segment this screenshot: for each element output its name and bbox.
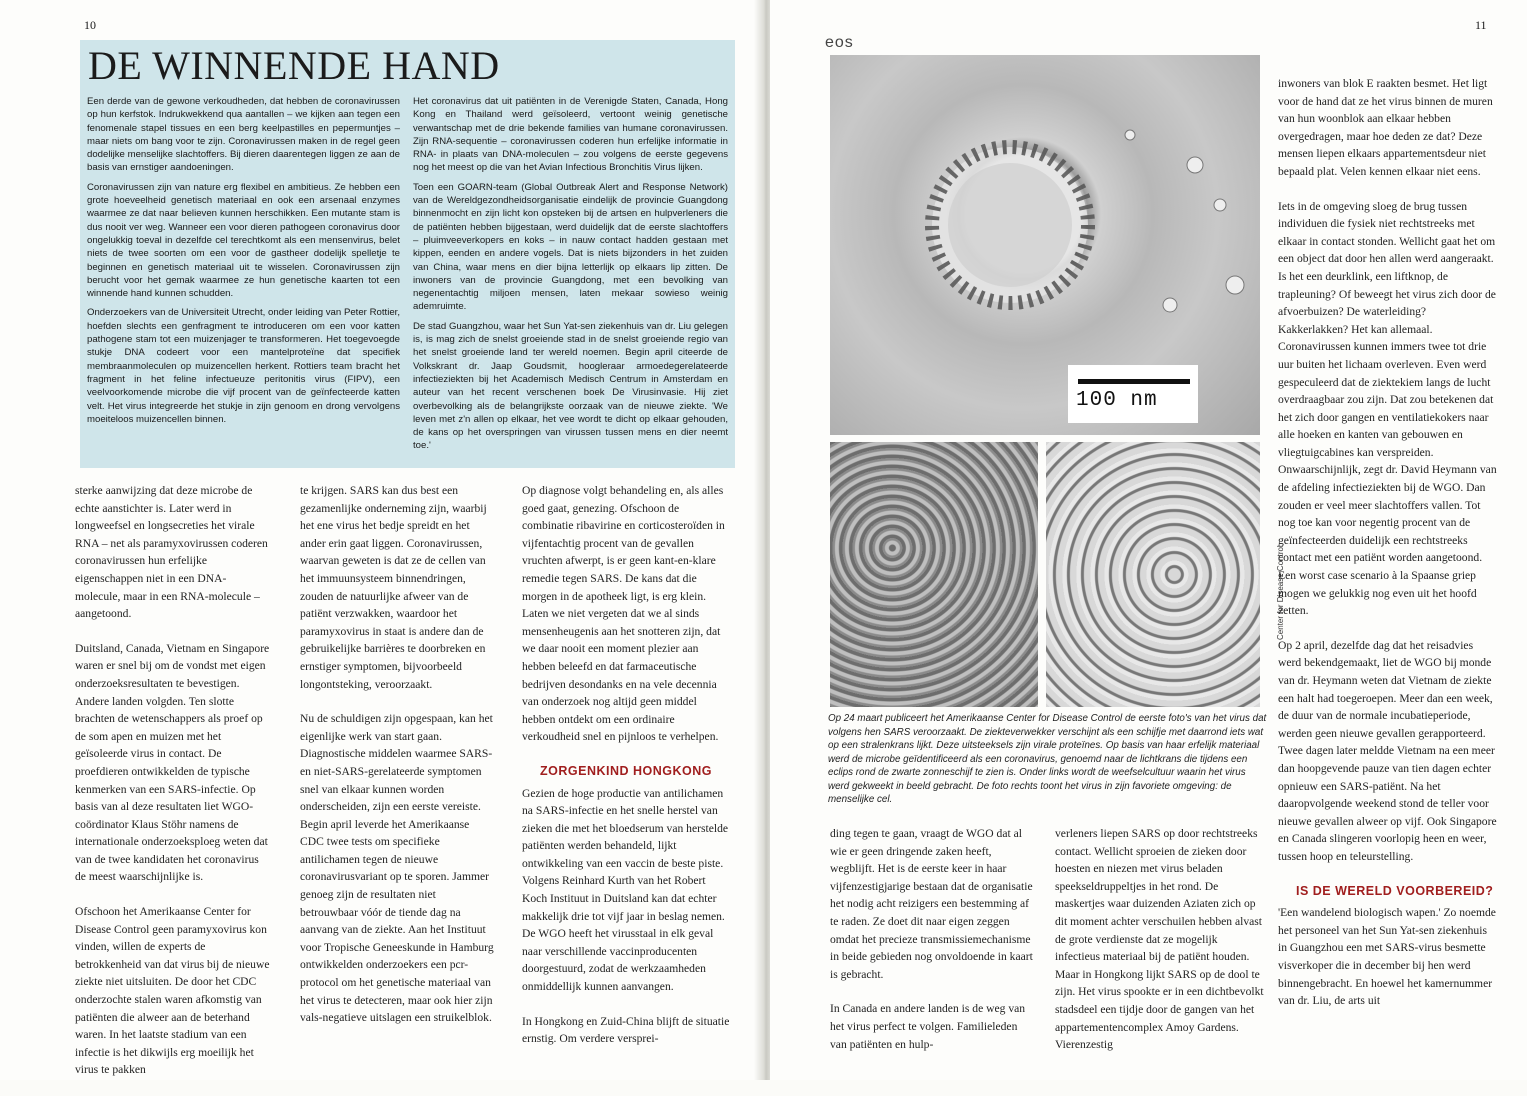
scale-bar [1078, 379, 1190, 384]
paragraph: Iets in de omgeving sloeg de brug tussen individuen die fysiek niet rechtstreeks met elkaar in contact stonden. Wellicht gaat het om een object dat door hen allen werd aangeraakt. Is het een deurklink, een liftknop, de trapleuning? Of beweegt het virus zich door de afvoerbuizen? De waterleiding? Kakkerlakken? Het kan allemaal. Coronavirussen kunnen immers twee tot drie uur buiten het lichaam overleven. Even werd gespeculeerd dat de ziektekiem langs de lucht overdraagbaar zou zijn. Dat zou betekenen dat het zich door gangen en ventilatiekokers naar alle hoeken en kanten van gebouwen en vliegtuigcabines kan verspreiden. Onwaarschijnlijk, zegt dr. David Heymann van de afdeling infectieziekten bij de WGO. Dan zouden er veel meer slachtoffers vallen. Tot nog toe kan voor negentig procent van de geïnfecteerden duidelijk een rechtstreeks contact met een patiënt worden aangetoond. Een worst case scenario à la Spaanse griep mogen we gelukkig nog even uit het hoofd zetten. [1278, 199, 1497, 618]
paragraph: Een derde van de gewone verkoudheden, dat hebben de coronavirussen op hun kerfstok. Indrukwekkend qua aantallen – we kijken aan tegen een fenomenale stapel tissues en een berg keelpastilles en pepermuntjes – maar niets om bang voor te zijn. Coronavirussen maken in de regel geen dodelijke menselijke slachtoffers. Bij dieren daarentegen liggen ze aan de basis van ernstiger aandoeningen. [87, 96, 400, 174]
photo-caption: Op 24 maart publiceert het Amerikaanse Center for Disease Control de eerste foto's van het virus dat volgens hen SARS veroorzaakt. De ziekteverwekker verschijnt als een schijfje met daarrond iets wat op een stralenkrans lijkt. Deze uitsteeksels zijn virale proteïnes. Op basis van haar erfelijk materiaal werd de microbe geïdentificeerd als een coronavirus, genoemd naar de lichtkrans die tijdens een eclips rond de zwarte zonneschijf te zien is. Onder links wordt de weefselcultuur waarin het virus werd gekweekt in beeld gebracht. De foto rechts toont het virus in zijn favoriete omgeving: de menselijke cel. [828, 713, 1267, 805]
paragraph: Nu de schuldigen zijn opgespaan, kan het eigenlijke werk van start gaan. Diagnostische middelen waarmee SARS- en niet-SARS-gerelateerde symptomen snel van elkaar kunnen worden onderscheiden, zijn een eerste vereiste. Begin april leverde het Amerikaanse CDC twee tests om specifieke antilichamen tegen de nieuwe coronavirusvariant op te sporen. Jammer genoeg zijn de resultaten niet betrouwbaar vóór de tiende dag na aanvang van de ziekte. Aan het Instituut voor Tropische Geneeskunde in Hamburg ontwikkelden onderzoekers een pcr-protocol om het genetische materiaal van het virus te detecteren, maar ook hier zijn vals-negatieve uitslagen een struikelblok. [300, 712, 494, 1025]
paragraph: In Hongkong en Zuid-China blijft de situatie ernstig. Om verdere versprei- [522, 1014, 730, 1046]
page-number-left: 10 [84, 18, 96, 32]
photo-credit: Center for Disease Control [1276, 545, 1285, 640]
subheading-is-de-wereld-voorbereid: IS DE WERELD VOORBEREID? [1296, 883, 1494, 898]
body-column-bottom-2 [1055, 825, 1265, 1071]
left-page [0, 0, 760, 1080]
tissue-culture-photo [830, 442, 1038, 707]
scale-bar-box [1068, 365, 1198, 423]
right-page [770, 0, 1527, 1080]
scale-label: 100 nm [1076, 389, 1158, 412]
intro-column-2 [413, 95, 728, 459]
paragraph: In Canada en andere landen is de weg van het virus perfect te volgen. Familieleden van patiënten en hulp- [830, 1002, 1026, 1051]
paragraph: Op diagnose volgt behandeling en, als alles goed gaat, genezing. Ofschoon de combinatie ribavirine en corticosteroïden in vijfentachtig procent van de gevallen vruchten afwerpt, is er geen kant-en-klare remedie tegen SARS. De kans dat die morgen in de apotheek ligt, is erg klein. Laten we niet vergeten dat we al sinds mensenheugenis aan het snotteren zijn, dat we daar nooit een moment plezier aan hebben beleefd en dat farmaceutische bedrijven desondanks en na vele decennia van onderzoek nog altijd geen middel hebben ontdekt om een ordinaire verkoudheid snel en pijnloos te verhelpen. [522, 484, 725, 744]
paragraph: Gezien de hoge productie van antilichamen na SARS-infectie en het snelle herstel van zieken die met het bloedserum van herstelde patiënten werden behandeld, lijkt ontwikkeling van een vaccin de beste piste. Volgens Reinhard Kurth van het Robert Koch Instituut in Duitsland kan dat echter makkelijk drie tot vijf jaar in beslag nemen. De WGO heeft het virusstaal in elk geval naar verschillende vaccinproducenten doorgestuurd, zodat de werkzaamheden onmiddellijk kunnen aanvangen. [522, 786, 729, 994]
page-number-right: 11 [1475, 18, 1487, 32]
paragraph: Duitsland, Canada, Vietnam en Singapore waren er snel bij om de vondst met eigen onderzoeksresultaten te bevestigen. Andere landen volgden. Ten slotte brachten de wetenschappers als proef op de som apen en muizen met het geïsoleerde virus in contact. De proefdieren ontwikkelden de typische kenmerken van een SARS-infectie. Op basis van al deze resultaten liet WGO-coördinator Klaus Stöhr namens de internationale onderzoeksploeg weten dat van de twee kandidaten het coronavirus de meest waarschijnlijke is. [75, 641, 270, 884]
body-column-1 [75, 482, 270, 1096]
intro-column-1 [87, 95, 400, 432]
paragraph: De stad Guangzhou, waar het Sun Yat-sen ziekenhuis van dr. Liu gelegen is, is mag zich de snelst groeiende stad in de snelst groeiende regio van het snelst groeiende land ter wereld noemen. Begin april citeerde de Volkskrant dr. Jaap Goudsmit, hoogleraar armoedegerelateerde infectieziekten bij het Academisch Medisch Centrum in Amsterdam en auteur van het recent verschenen boek De Virusinvasie. Hij ziet overbevolking als de belangrijkste oorzaak van de nieuwe ziekte. 'We leven met z'n allen op elkaar, het vee wordt te dicht op elkaar gehouden, de kans op het overspringen van virussen tussen mens en dier neemt toe.' [413, 320, 728, 452]
paragraph: Coronavirussen zijn van nature erg flexibel en ambitieus. Ze hebben een grote hoeveelheid genetisch materiaal en ook een arsenaal enzymes waarmee ze dat naar believen kunnen herschikken. Een mutante stam is dus nooit ver weg. Wanneer een voor dieren pathogeen coronavirus door ongelukkig toeval in dezelfde cel terechtkomt als een mensenvirus, belet niets de twee soorten om een voor de gastheer dodelijk spelletje te beginnen en genetisch materiaal uit te wisselen. Coronavirussen zijn berucht voor het gemak waarmee ze hun genetische kaarten tot een winnende hand kunnen schudden. [87, 181, 400, 300]
paragraph: ding tegen te gaan, vraagt de WGO dat al wie er geen dringende zaken heeft, wegblijft. Het is de eerste keer in haar vijfenzestigjarige bestaan dat de organisatie het nodig acht reizigers een bestemming af te raden. Ze doet dit naar eigen zeggen omdat het precieze transmissiemechanisme in beide gebieden nog onvoldoende in kaart is gebracht. [830, 827, 1033, 981]
paragraph: sterke aanwijzing dat deze microbe de echte aanstichter is. Later werd in longweefsel en longsecreties het virale RNA – net als paramyxovirussen coderen coronavirussen hun erfelijke eigenschappen niet in een DNA-molecule, maar in een RNA-molecule – aangetoond. [75, 484, 268, 621]
subheading-zorgenkind-hongkong: ZORGENKIND HONGKONG [540, 763, 712, 778]
headline: DE WINNENDE HAND [88, 43, 500, 88]
body-column-3 [522, 482, 732, 1065]
human-cell-photo [1046, 442, 1260, 707]
paragraph: te krijgen. SARS kan dus best een gezamenlijke onderneming zijn, waarbij het ene virus het bedje spreidt en het ander erin gaat liggen. Coronavirussen, waarvan geweten is dat ze de cellen van het immuunsysteem binnendringen, zouden de natuurlijke afweer van de patiënt verzwakken, waardoor het paramyxovirus in staat is andere dan de gebruikelijke barrières te doorbreken en ernstiger symptomen, bijvoorbeeld longontsteking, veroorzaakt. [300, 484, 487, 691]
paragraph: verleners liepen SARS op door rechtstreeks contact. Wellicht sproeien de zieken door hoesten en niezen met virus beladen speekseldruppeltjes in het rond. De maskertjes waar duizenden Aziaten zich op dit moment achter verschuilen hebben alvast de grote verdienste dat ze mogelijk infectieus materiaal bij de patiënt houden. Maar in Hongkong lijkt SARS op de dool te zijn. Het virus spookte er in een dichtbevolkt stadsdeel een tijdje door de gangen van het appartementencomplex Amoy Gardens. Vierenzestig [1055, 827, 1264, 1052]
paragraph: 'Een wandelend biologisch wapen.' Zo noemde het personeel van het Sun Yat-sen ziekenhuis in Guangzhou een met SARS-virus besmette visverkoper die in december bij hen werd binnengebracht. En hoewel het kamernummer van dr. Liu, de arts uit [1278, 906, 1496, 1008]
intro-box [80, 40, 735, 468]
body-column-bottom-1 [830, 825, 1035, 1070]
magazine-logo: eos [825, 34, 854, 51]
paragraph: Op 2 april, dezelfde dag dat het reisadvies werd bekendgemaakt, liet de WGO bij monde van dr. Heymann weten dat Vietnam de ziekte een halt had toegeroepen. Meer dan een week, de duur van de normale incubatieperiode, werden geen nieuwe gevallen gerapporteerd. Twee dagen later meldde Vietnam na een meer dan hoopgevende pauze van tien dagen echter opnieuw een SARS-patiënt. Na het daaropvolgende weekend stond de teller voor nieuwe gevallen alweer op vijf. Ook Singapore en Canada slingeren voorlopig heen en weer, tussen hoop en teleurstelling. [1278, 638, 1497, 863]
electron-micrograph-photo [830, 55, 1260, 435]
paragraph: Onderzoekers van de Universiteit Utrecht, onder leiding van Peter Rottier, hoefden slechts een genfragment te introduceren om een voor katten pathogene stam tot een muizenjager te transformeren. Het toegevoegde stukje DNA codeert voor een mantelproteïne dat specifiek membraanmoleculen op muizencellen herkent. Rottiers team bracht het fragment in het feline infectueuze peritonitis virus (FIPV), een veelvoorkomende microbe die vijf procent van de geïnfecteerde katten velt. Het virus integreerde het stukje in zijn genoom en drong vervolgens moeiteloos muizencellen binnen. [87, 307, 400, 425]
paragraph: Ofschoon het Amerikaanse Center for Disease Control geen paramyxovirus kon vinden, willen de experts de betrokkenheid van dat virus bij de nieuwe ziekte niet uitsluiten. De door het CDC onderzochte stalen waren afkomstig van patiënten die alweer aan de beterhand waren. In het laatste stadium van een infectie is het dikwijls erg moeilijk het virus te pakken [75, 905, 270, 1077]
paragraph: Toen een GOARN-team (Global Outbreak Alert and Response Network) van de Wereldgezondheidsorganisatie eindelijk de provincie Guangdong binnenmocht en zijn licht kon opsteken bij de artsen en hulpverleners die de patiënten hebben bijgestaan, werd duidelijk dat de eerste slachtoffers – pluimveeverkopers en koks – in nauw contact hadden gestaan met kippen, eenden en andere vogels. Dat is niets bijzonders in het zuiden van China, waar mens en dier bijna letterlijk op elkaars lip zitten. De inwoners van de provincie Guangdong, met een bevolking van negenentachtig miljoen mensen, laten mekaar sowieso weinig ademruimte. [413, 181, 728, 313]
paragraph: Het coronavirus dat uit patiënten in de Verenigde Staten, Canada, Hong Kong en Thailand werd geïsoleerd, vertoont weinig genetische verwantschap met de drie bekende families van humane coronavirussen. Zijn RNA-sequentie – coronavirussen coderen hun erfelijke informatie in RNA- in plaats van DNA-moleculen – zou volgens de eerste gegevens nog het meest op die van het Avian Infectious Bronchitis Virus lijken. [413, 96, 728, 174]
body-column-right [1278, 75, 1498, 1027]
body-column-2 [300, 482, 495, 1044]
paragraph: inwoners van blok E raakten besmet. Het ligt voor de hand dat ze het virus binnen de muren van hun woonblok aan elkaar hebben overgedragen, maar hoe deden ze dat? Deze mensen liepen elkaars appartementsdeur niet bepaald plat. Velen kennen elkaar niet eens. [1278, 77, 1493, 178]
